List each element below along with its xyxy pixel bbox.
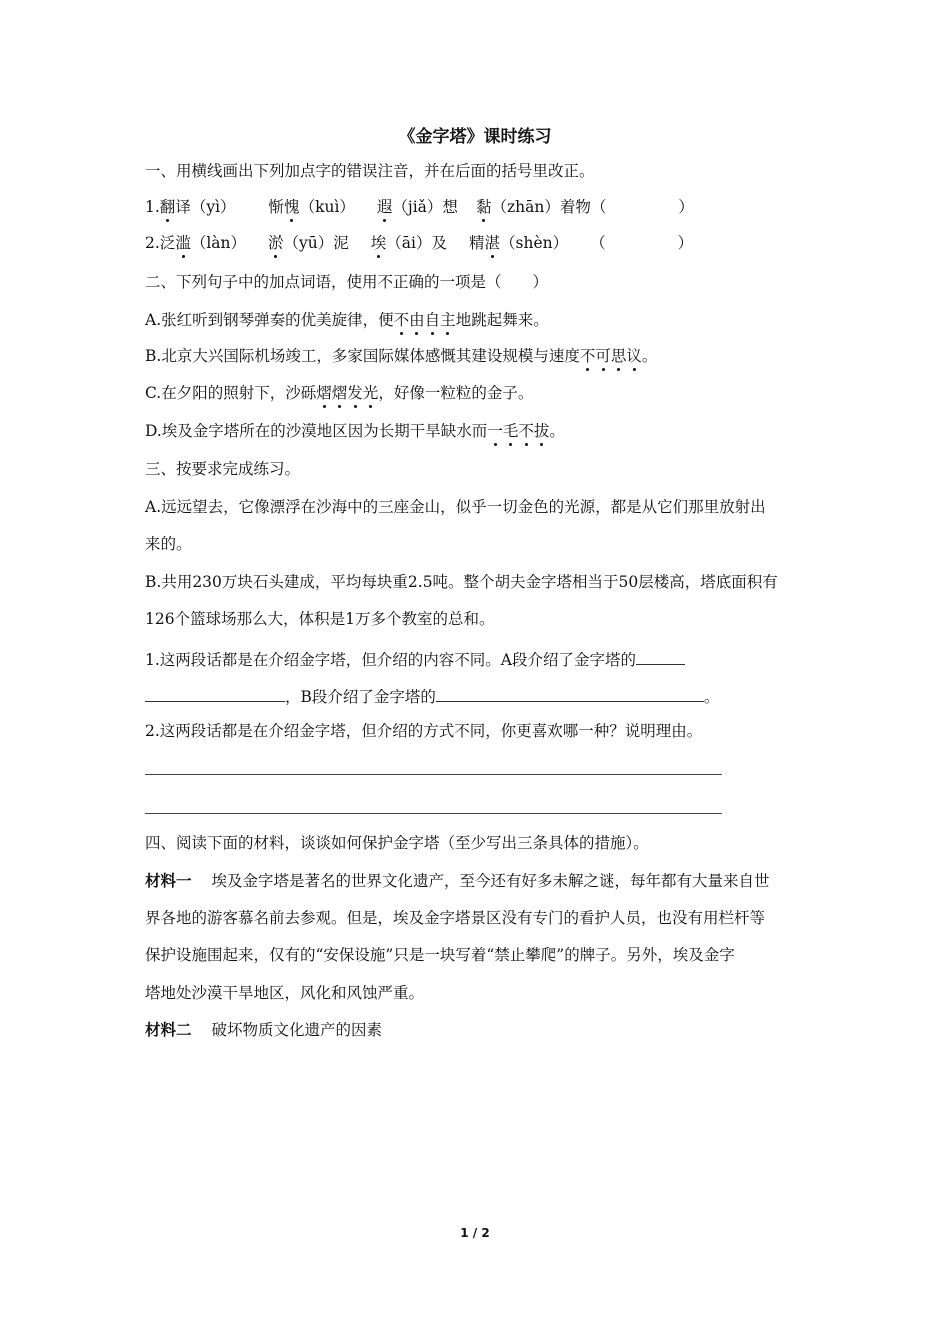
q1-row2-item-1: 泛滥（làn）: [159, 234, 247, 252]
answer-line[interactable]: [145, 813, 722, 814]
answer-blank[interactable]: [436, 685, 704, 702]
material-1-label: 材料一: [145, 872, 192, 890]
dotted-char: 思: [610, 347, 627, 365]
q3-sub2: 2.这两段话都是在介绍金字塔，但介绍的方式不同，你更喜欢哪一种？说明理由。: [145, 722, 703, 740]
q3-sub1-line-2: ，B段介绍了金字塔的 。: [145, 685, 719, 707]
dotted-char: 熠: [331, 384, 348, 402]
q3-passage-a-line-2: 来的。: [145, 535, 192, 553]
dotted-char: 不: [393, 311, 410, 329]
q3-passage-b-line-1: B.共用230万块石头建成，平均每块重2.5吨。整个胡夫金字塔相当于50层楼高，塔底面积有: [145, 573, 778, 591]
dotted-char: 由: [409, 311, 425, 329]
dotted-char: 遐: [376, 198, 393, 216]
answer-blank[interactable]: [145, 685, 285, 702]
q4-material-1-line-1: 材料一 埃及金字塔是著名的世界文化遗产，至今还有好多未解之谜，每年都有大量来自世: [145, 872, 770, 890]
material-2-label: 材料二: [145, 1021, 192, 1039]
dotted-char: 主: [440, 311, 456, 329]
dotted-char: 拔: [533, 422, 550, 440]
page-number: 1 / 2: [460, 1226, 490, 1240]
q1-row2-item-2: 淤（yū）泥: [268, 234, 349, 252]
q1-row2-number: 2.: [145, 234, 160, 252]
page-title: 《金字塔》课时练习: [398, 127, 552, 147]
q3-passage-a-line-1: A.远远望去，它像漂浮在沙海中的三座金山，似乎一切金色的光源，都是从它们那里放射出: [145, 498, 766, 516]
q1-row2-answer-paren[interactable]: （ ）: [590, 234, 694, 252]
q2-option-d[interactable]: D.埃及金字塔所在的沙漠地区因为长期干旱缺水而一毛不拔。: [145, 422, 565, 440]
q4-material-1-line-3: 保护设施围起来，仅有的“安保设施”只是一块写着“禁止攀爬”的牌子。另外，埃及金字: [145, 946, 735, 964]
dotted-char: 议: [626, 347, 642, 365]
q3-passage-b-line-2: 126个篮球场那么大，体积是1万多个教室的总和。: [145, 610, 495, 628]
q1-heading: 一、用横线画出下列加点字的错误注音，并在后面的括号里改正。: [145, 162, 595, 180]
q2-option-a[interactable]: A.张红听到钢琴弹奏的优美旋律，便不由自主地跳起舞来。: [145, 311, 549, 329]
q1-row1-item-2: 惭愧（kuì）: [268, 198, 355, 216]
q1-row1-item-1: 翻译（yì）: [159, 198, 236, 216]
dotted-char: 愧: [284, 198, 300, 216]
dotted-char: 熠: [316, 384, 332, 402]
q1-row1-answer-paren[interactable]: （ ）: [590, 198, 694, 216]
q1-row-1: [145, 197, 694, 217]
dotted-char: 淤: [268, 234, 284, 252]
q3-sub1-line-1: 1.这两段话都是在介绍金字塔，但介绍的内容不同。A段介绍了金字塔的: [145, 648, 685, 670]
dotted-char: 不: [579, 347, 596, 365]
q1-row2-item-4: 精湛（shèn）: [469, 234, 569, 252]
q2-option-c[interactable]: C.在夕阳的照射下，沙砾熠熠发光，好像一粒粒的金子。: [145, 384, 534, 402]
dotted-char: 埃: [370, 234, 387, 252]
dotted-char: 湛: [484, 234, 501, 252]
dotted-char: 发: [347, 384, 363, 402]
dotted-char: 自: [424, 311, 441, 329]
q1-row1-number: 1.: [145, 198, 160, 216]
dotted-char: 黏: [475, 198, 492, 216]
dotted-char: 翻: [159, 198, 176, 216]
q4-material-1-line-2: 界各地的游客慕名前去参观。但是，埃及金字塔景区没有专门的看护人员，也没有用栏杆等: [145, 909, 766, 927]
dotted-char: 毛: [502, 422, 519, 440]
dotted-char: 一: [487, 422, 503, 440]
dotted-char: 滥: [175, 234, 191, 252]
answer-blank[interactable]: [636, 648, 685, 665]
q4-material-1-line-4: 塔地处沙漠干旱地区，风化和风蚀严重。: [145, 984, 425, 1002]
q1-row1-item-4: 黏（zhān）着物: [475, 198, 591, 216]
q1-row-2: [145, 233, 693, 253]
q1-row2-item-3: 埃（āi）及: [370, 234, 447, 252]
dotted-char: 不: [518, 422, 534, 440]
q4-material-2: 材料二 破坏物质文化遗产的因素: [145, 1021, 383, 1039]
dotted-char: 光: [362, 384, 379, 402]
q4-heading: 四、阅读下面的材料，谈谈如何保护金字塔（至少写出三条具体的措施）。: [145, 834, 649, 852]
q3-heading: 三、按要求完成练习。: [145, 460, 301, 478]
q2-heading: 二、下列句子中的加点词语，使用不正确的一项是（ ）: [145, 273, 549, 291]
q1-row1-item-3: 遐（jiǎ）想: [376, 198, 458, 216]
dotted-char: 可: [595, 347, 611, 365]
q2-option-b[interactable]: B.北京大兴国际机场竣工，多家国际媒体感慨其建设规模与速度不可思议。: [145, 347, 658, 365]
answer-line[interactable]: [145, 774, 722, 775]
